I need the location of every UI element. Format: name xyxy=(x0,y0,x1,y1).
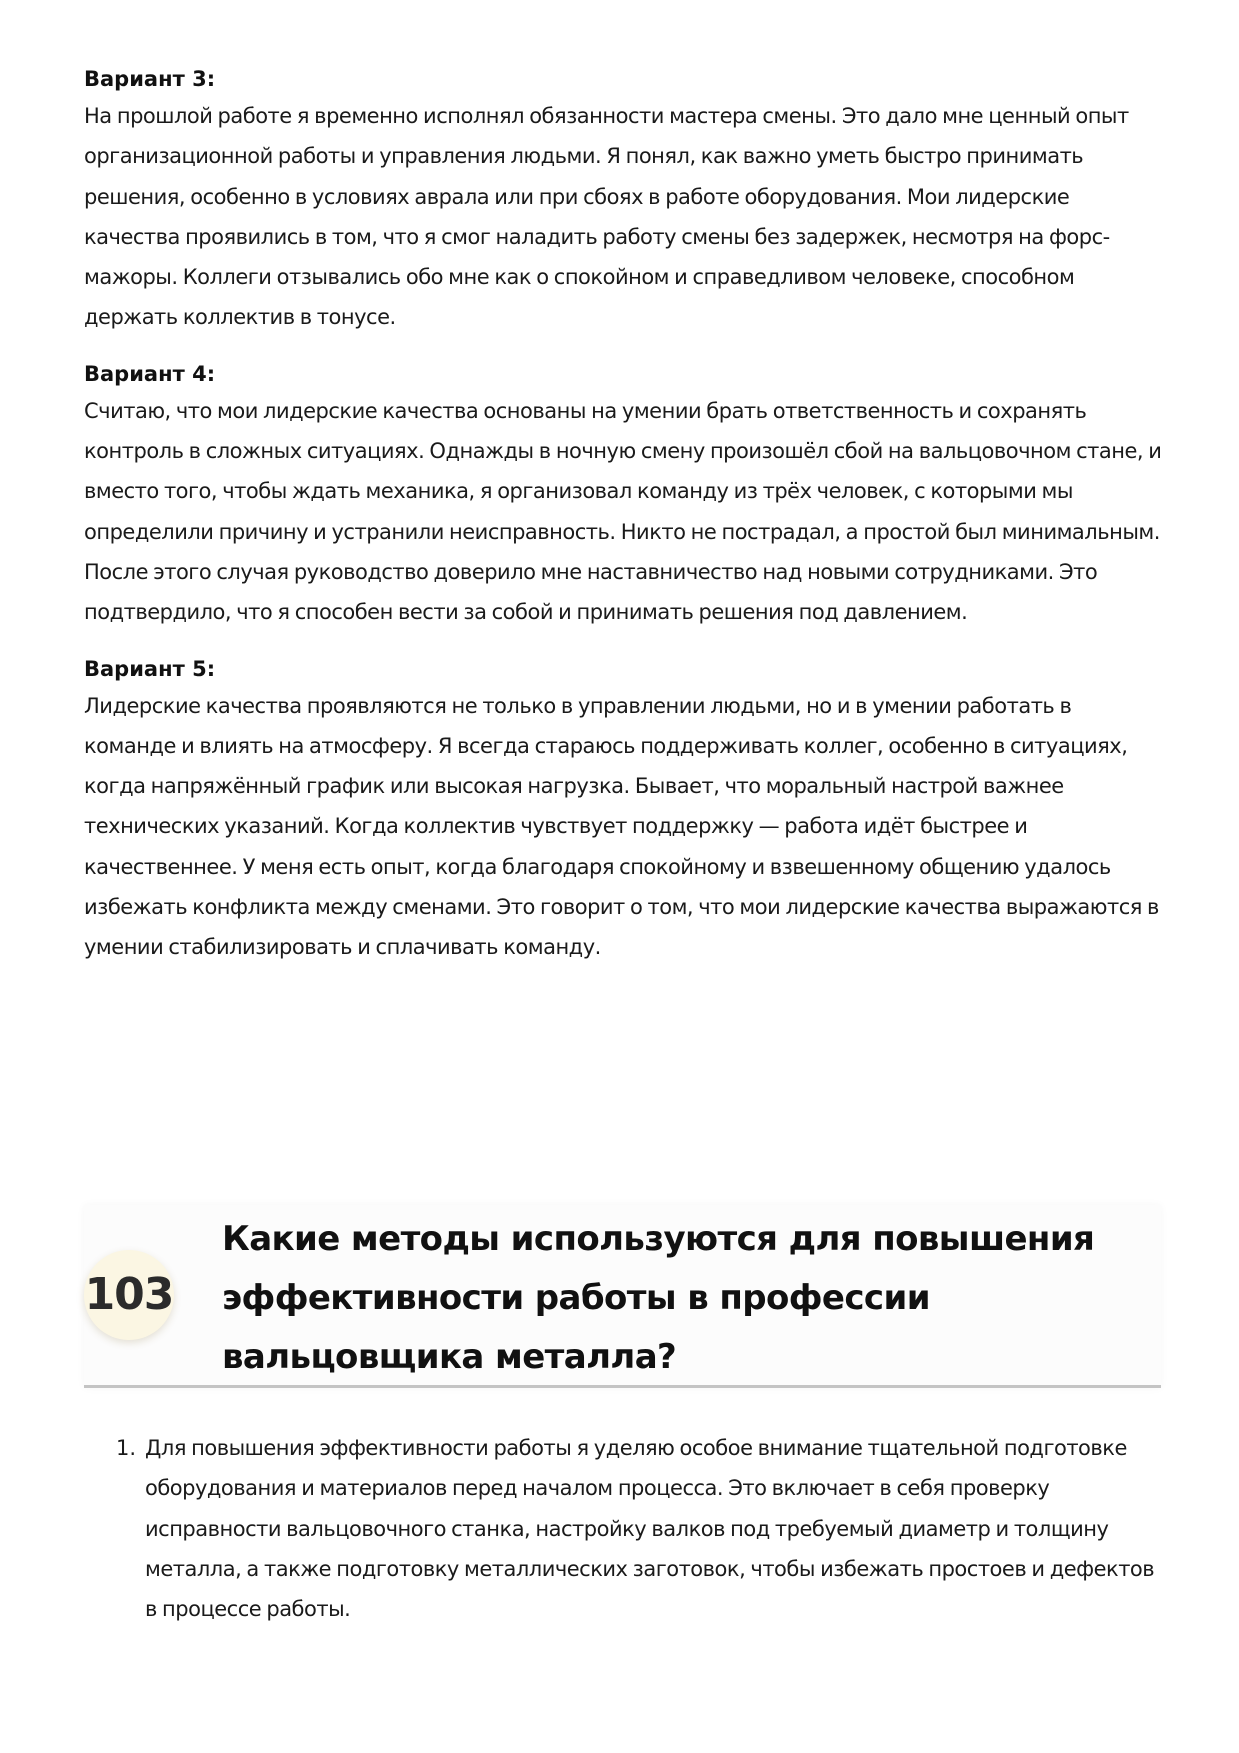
variant-title: Вариант 4: xyxy=(84,361,216,386)
question-title: Какие методы используются для повышения эффективности работы в профессии вальцовщика металла? xyxy=(222,1219,1095,1377)
list-item-text: Для повышения эффективности работы я уделяю особое внимание тщательной подготовке оборудования и материалов перед началом процесса. Это включает в себя проверку исправности вальцовочного станка, настройку валков под требуемый диаметр и толщину металла, а также подготовку металлических заготовок, чтобы избежать простоев и дефектов в процессе работы. xyxy=(145,1436,1155,1622)
question-number-badge: 103 xyxy=(84,1250,174,1340)
variant-title: Вариант 5: xyxy=(84,656,216,681)
variant-text: Считаю, что мои лидерские качества основаны на умении брать ответственность и сохранять контроль в сложных ситуациях. Однажды в ночную смену произошёл сбой на вальцовочном стане, и вместо того, чтобы ждать механика, я организовал команду из трёх человек, с которыми мы определили причину и устранили неисправность. Никто не пострадал, а простой был минимальным. После этого случая руководство доверило мне наставничество над новыми сотрудниками. Это подтвердило, что я способен вести за собой и принимать решения под давлением. xyxy=(84,398,1162,625)
variant-text: Лидерские качества проявляются не только в управлении людьми, но и в умении работать в команде и влиять на атмосферу. Я всегда стараюсь поддерживать коллег, особенно в ситуациях, когда напряжённый график или высокая нагрузка. Бывает, что моральный настрой важнее технических указаний. Когда коллектив чувствует поддержку — работа идёт быстрее и качественнее. У меня есть опыт, когда благодаря спокойному и взвешенному общению удалось избежать конфликта между сменами. Это говорит о том, что мои лидерские качества выражаются в умении стабилизировать и сплачивать команду. xyxy=(84,693,1159,960)
question-header xyxy=(84,1205,1161,1388)
list-item-number: 1. xyxy=(116,1436,137,1460)
answer-list xyxy=(116,1428,1161,1629)
variant-block xyxy=(84,357,1164,633)
variant-title: Вариант 3: xyxy=(84,67,216,91)
variant-text: На прошлой работе я временно исполнял обязанности мастера смены. Это дало мне ценный опыт организационной работы и управления людьми. Я понял, как важно уметь быстро принимать решения, особенно в условиях аврала или при сбоях в работе оборудования. Мои лидерские качества проявились в том, что я смог наладить работу смены без задержек, несмотря на форс-мажоры. Коллеги отзывались обо мне как о спокойном и справедливом человеке, способном держать коллектив в тонусе. xyxy=(84,104,1129,330)
previous-answer-variants xyxy=(84,62,1164,987)
variant-block xyxy=(84,652,1164,968)
variant-block xyxy=(84,62,1164,338)
list-item xyxy=(116,1428,1161,1629)
